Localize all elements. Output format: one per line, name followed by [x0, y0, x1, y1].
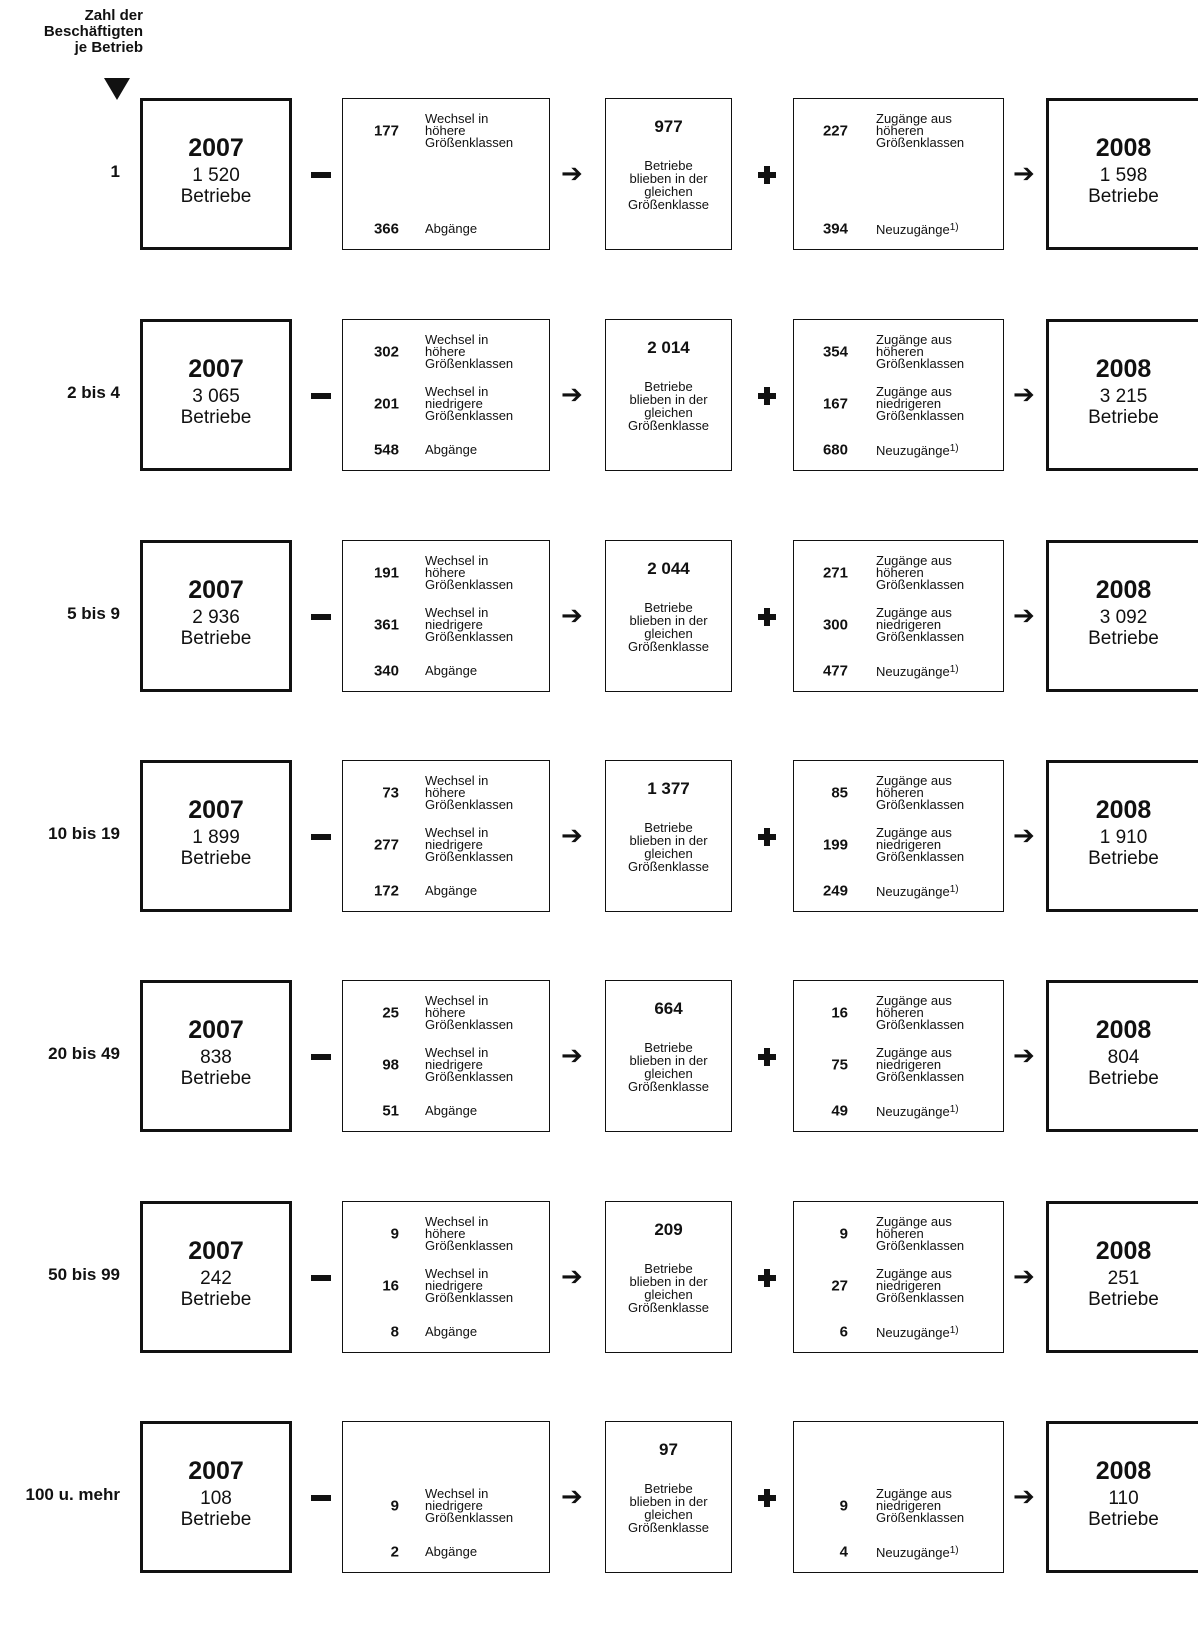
stayed-value: 97: [659, 1440, 678, 1459]
from-higher-entry-value: 271: [822, 564, 848, 582]
flow-row: [0, 980, 1198, 1136]
stayed-description: Betriebe blieben in der gleichen Größenklasse: [628, 1261, 709, 1315]
entry-description: Zugänge aus niedrigeren Größenklassen: [876, 1266, 965, 1305]
start-unit: Betriebe: [180, 1509, 252, 1530]
exits-entry-value: 8: [390, 1323, 399, 1341]
end-box-2008: [1046, 980, 1198, 1132]
end-count: 3 092: [1099, 607, 1148, 628]
from-lower-entry: [794, 823, 1003, 867]
end-year: 2008: [1095, 355, 1152, 383]
right-arrow-icon: ➔: [1013, 1261, 1035, 1291]
footnote-mark: 1): [949, 1545, 959, 1556]
start-box-2007: [140, 1421, 292, 1573]
right-arrow-icon: ➔: [561, 158, 583, 188]
start-box-2007: [140, 540, 292, 692]
start-count: 2 936: [192, 607, 240, 628]
start-unit: Betriebe: [180, 1068, 252, 1089]
plus-operator: [758, 387, 776, 405]
outflow-box: [342, 1201, 550, 1353]
right-arrow-icon: ➔: [1013, 820, 1035, 850]
header-line-3: je Betrieb: [74, 39, 143, 56]
to-higher-entry: [343, 771, 549, 815]
to-higher-entry-value: 9: [390, 1225, 399, 1243]
start-unit: Betriebe: [180, 848, 252, 869]
minus-operator: [311, 614, 331, 620]
stayed-value: 1 377: [647, 779, 690, 798]
from-lower-entry-value: 300: [822, 616, 848, 634]
minus-operator: [311, 393, 331, 399]
new-entries-entry: [794, 649, 1003, 693]
entry-description: Abgänge: [425, 883, 478, 898]
new-entries-entry-value: 49: [831, 1102, 848, 1120]
outflow-box: [342, 319, 550, 471]
footnote-mark: 1): [949, 1325, 959, 1336]
entry-description: Wechsel in höhere Größenklassen: [425, 553, 514, 592]
to-higher-entry: [343, 551, 549, 595]
plus-operator: [758, 166, 776, 184]
start-unit: Betriebe: [180, 407, 252, 428]
stayed-box: [605, 98, 732, 250]
new-entries-entry-value: 394: [822, 220, 848, 238]
end-box-2008: [1046, 1201, 1198, 1353]
size-class-label: 20 bis 49: [48, 1044, 120, 1063]
header-caption: [0, 8, 143, 56]
plus-operator: [758, 608, 776, 626]
inflow-box: [793, 1201, 1004, 1353]
end-box-2008: [1046, 98, 1198, 250]
start-year: 2007: [188, 355, 244, 383]
new-entries-entry: [794, 1530, 1003, 1574]
end-unit: Betriebe: [1088, 407, 1159, 428]
start-unit: Betriebe: [180, 1289, 252, 1310]
entry-description: Wechsel in niedrigere Größenklassen: [425, 1486, 514, 1525]
outflow-box: [342, 980, 550, 1132]
exits-entry: [343, 1310, 549, 1354]
size-class-label: 100 u. mehr: [25, 1485, 120, 1504]
to-lower-entry: [343, 1264, 549, 1308]
end-count: 1 598: [1099, 165, 1148, 186]
end-unit: Betriebe: [1088, 1068, 1159, 1089]
entry-description: Abgänge: [425, 442, 478, 457]
size-class-label: 10 bis 19: [48, 824, 120, 843]
minus-operator: [311, 834, 331, 840]
end-count: 1 910: [1099, 827, 1148, 848]
size-class-label: 50 bis 99: [48, 1265, 120, 1284]
start-count: 838: [200, 1047, 232, 1068]
right-arrow-icon: ➔: [1013, 1481, 1035, 1511]
to-higher-entry: [343, 109, 549, 153]
stayed-box: [605, 1201, 732, 1353]
flow-row: [0, 540, 1198, 696]
entry-description: Wechsel in höhere Größenklassen: [425, 111, 514, 150]
from-higher-entry-value: 16: [831, 1004, 848, 1022]
footnote-mark: 1): [949, 664, 959, 675]
entry-description: Wechsel in niedrigere Größenklassen: [425, 1045, 514, 1084]
from-lower-entry: [794, 382, 1003, 426]
stayed-box: [605, 980, 732, 1132]
to-lower-entry: [343, 382, 549, 426]
exits-entry: [343, 1530, 549, 1574]
right-arrow-icon: ➔: [561, 379, 583, 409]
stayed-value: 209: [654, 1220, 683, 1239]
inflow-box: [793, 1421, 1004, 1573]
minus-operator: [311, 172, 331, 178]
end-count: 3 215: [1099, 386, 1148, 407]
footnote-mark: 1): [949, 443, 959, 454]
stayed-value: 2 014: [647, 338, 690, 357]
inflow-box: [793, 980, 1004, 1132]
from-higher-entry-value: 227: [822, 122, 848, 140]
flow-row: [0, 1201, 1198, 1357]
stayed-box: [605, 319, 732, 471]
inflow-box: [793, 319, 1004, 471]
end-unit: Betriebe: [1088, 186, 1159, 207]
end-count: 251: [1107, 1268, 1140, 1289]
entry-description: Neuzugänge$^{1)}$: [876, 1104, 959, 1119]
right-arrow-icon: ➔: [1013, 600, 1035, 630]
from-higher-entry: [794, 109, 1003, 153]
from-higher-entry: [794, 991, 1003, 1035]
new-entries-entry: [794, 207, 1003, 251]
from-higher-entry: [794, 771, 1003, 815]
entry-description: Neuzugänge$^{1)}$: [876, 222, 959, 237]
entry-description: Abgänge: [425, 221, 478, 236]
stayed-value: 664: [654, 999, 683, 1018]
entry-description: Wechsel in höhere Größenklassen: [425, 332, 514, 371]
from-lower-entry: [794, 1043, 1003, 1087]
exits-entry-value: 548: [373, 441, 399, 459]
end-unit: Betriebe: [1088, 848, 1159, 869]
start-year: 2007: [188, 1237, 244, 1265]
end-year: 2008: [1095, 796, 1152, 824]
flow-row: [0, 98, 1198, 254]
entry-description: Neuzugänge$^{1)}$: [876, 443, 959, 458]
plus-operator: [758, 1269, 776, 1287]
entry-description: Zugänge aus höheren Größenklassen: [876, 773, 965, 812]
inflow-box: [793, 760, 1004, 912]
header-line-1: Zahl der: [84, 7, 143, 24]
to-higher-entry-value: 73: [382, 784, 399, 802]
from-lower-entry: [794, 1264, 1003, 1308]
size-class-label: 1: [110, 162, 120, 181]
entry-description: Abgänge: [425, 663, 478, 678]
entry-description: Neuzugänge$^{1)}$: [876, 1325, 959, 1340]
footnote-mark: 1): [949, 1104, 959, 1115]
stayed-description: Betriebe blieben in der gleichen Größenklasse: [628, 379, 709, 433]
minus-operator: [311, 1054, 331, 1060]
to-higher-entry: [343, 1212, 549, 1256]
to-lower-entry-value: 98: [382, 1056, 399, 1074]
start-box-2007: [140, 760, 292, 912]
outflow-box: [342, 540, 550, 692]
plus-operator: [758, 1489, 776, 1507]
from-higher-entry: [794, 330, 1003, 374]
stayed-box: [605, 540, 732, 692]
plus-operator: [758, 828, 776, 846]
size-class-label: 5 bis 9: [67, 604, 120, 623]
start-count: 108: [200, 1488, 232, 1509]
outflow-box: [342, 760, 550, 912]
end-unit: Betriebe: [1088, 1509, 1159, 1530]
start-box-2007: [140, 980, 292, 1132]
outflow-box: [342, 98, 550, 250]
exits-entry-value: 172: [373, 882, 399, 900]
entry-description: Zugänge aus niedrigeren Größenklassen: [876, 384, 965, 423]
to-higher-entry-value: 191: [373, 564, 399, 582]
footnote-mark: 1): [949, 222, 959, 233]
new-entries-entry: [794, 1310, 1003, 1354]
entry-description: Zugänge aus höheren Größenklassen: [876, 111, 965, 150]
stayed-value: 2 044: [647, 559, 690, 578]
entry-description: Zugänge aus höheren Größenklassen: [876, 1214, 965, 1253]
entry-description: Zugänge aus höheren Größenklassen: [876, 332, 965, 371]
stayed-description: Betriebe blieben in der gleichen Größenklasse: [628, 158, 709, 212]
inflow-box: [793, 540, 1004, 692]
start-unit: Betriebe: [180, 186, 252, 207]
entry-description: Zugänge aus höheren Größenklassen: [876, 553, 965, 592]
to-lower-entry: [343, 603, 549, 647]
right-arrow-icon: ➔: [1013, 379, 1035, 409]
end-count: 110: [1108, 1488, 1139, 1509]
right-arrow-icon: ➔: [1013, 1040, 1035, 1070]
from-lower-entry-value: 199: [822, 836, 848, 854]
start-year: 2007: [188, 576, 244, 604]
stayed-value: 977: [654, 117, 683, 136]
entry-description: Wechsel in höhere Größenklassen: [425, 773, 514, 812]
to-lower-entry: [343, 1043, 549, 1087]
to-higher-entry-value: 302: [373, 343, 399, 361]
from-higher-entry-value: 85: [831, 784, 848, 802]
stayed-box: [605, 760, 732, 912]
from-lower-entry: [794, 1484, 1003, 1528]
entry-description: Wechsel in niedrigere Größenklassen: [425, 1266, 514, 1305]
to-higher-entry: [343, 991, 549, 1035]
exits-entry: [343, 1089, 549, 1133]
entry-description: Wechsel in niedrigere Größenklassen: [425, 384, 514, 423]
entry-description: Abgänge: [425, 1544, 478, 1559]
start-year: 2007: [188, 1457, 244, 1485]
right-arrow-icon: ➔: [561, 1261, 583, 1291]
end-box-2008: [1046, 540, 1198, 692]
stayed-description: Betriebe blieben in der gleichen Größenklasse: [628, 1481, 709, 1535]
stayed-description: Betriebe blieben in der gleichen Größenklasse: [628, 820, 709, 874]
entry-description: Zugänge aus niedrigeren Größenklassen: [876, 1486, 965, 1525]
exits-entry: [343, 869, 549, 913]
from-lower-entry: [794, 603, 1003, 647]
to-lower-entry-value: 9: [390, 1497, 399, 1515]
entry-description: Wechsel in niedrigere Größenklassen: [425, 825, 514, 864]
end-year: 2008: [1095, 1016, 1152, 1044]
exits-entry: [343, 649, 549, 693]
from-lower-entry-value: 75: [831, 1056, 848, 1074]
entry-description: Neuzugänge$^{1)}$: [876, 884, 959, 899]
end-unit: Betriebe: [1088, 628, 1159, 649]
right-arrow-icon: ➔: [1013, 158, 1035, 188]
end-box-2008: [1046, 1421, 1198, 1573]
to-higher-entry: [343, 330, 549, 374]
start-count: 1 520: [192, 165, 240, 186]
end-box-2008: [1046, 760, 1198, 912]
end-count: 804: [1107, 1047, 1140, 1068]
exits-entry: [343, 207, 549, 251]
end-box-2008: [1046, 319, 1198, 471]
entry-description: Wechsel in niedrigere Größenklassen: [425, 605, 514, 644]
to-lower-entry: [343, 1484, 549, 1528]
entry-description: Zugänge aus niedrigeren Größenklassen: [876, 605, 965, 644]
minus-operator: [311, 1275, 331, 1281]
new-entries-entry-value: 680: [822, 441, 848, 459]
new-entries-entry: [794, 869, 1003, 913]
from-lower-entry-value: 167: [822, 395, 848, 413]
entry-description: Zugänge aus niedrigeren Größenklassen: [876, 1045, 965, 1084]
from-higher-entry: [794, 551, 1003, 595]
new-entries-entry-value: 249: [822, 882, 848, 900]
entry-description: Wechsel in höhere Größenklassen: [425, 993, 514, 1032]
entry-description: Zugänge aus höheren Größenklassen: [876, 993, 965, 1032]
entry-description: Abgänge: [425, 1324, 478, 1339]
to-lower-entry-value: 277: [373, 836, 399, 854]
start-year: 2007: [188, 796, 244, 824]
exits-entry: [343, 428, 549, 472]
flow-row: [0, 319, 1198, 475]
from-lower-entry-value: 27: [831, 1277, 848, 1295]
start-box-2007: [140, 319, 292, 471]
minus-operator: [311, 1495, 331, 1501]
stayed-description: Betriebe blieben in der gleichen Größenklasse: [628, 600, 709, 654]
inflow-box: [793, 98, 1004, 250]
plus-operator: [758, 1048, 776, 1066]
to-lower-entry: [343, 823, 549, 867]
end-unit: Betriebe: [1088, 1289, 1159, 1310]
from-higher-entry-value: 9: [839, 1225, 848, 1243]
to-lower-entry-value: 16: [382, 1277, 399, 1295]
entry-description: Wechsel in höhere Größenklassen: [425, 1214, 514, 1253]
new-entries-entry: [794, 428, 1003, 472]
to-higher-entry-value: 25: [382, 1004, 399, 1022]
end-year: 2008: [1095, 1237, 1152, 1265]
from-higher-entry: [794, 1212, 1003, 1256]
end-year: 2008: [1095, 134, 1152, 162]
stayed-description: Betriebe blieben in der gleichen Größenklasse: [628, 1040, 709, 1094]
to-lower-entry-value: 361: [373, 616, 399, 634]
to-lower-entry-value: 201: [373, 395, 399, 413]
footnote-mark: 1): [949, 884, 959, 895]
entry-description: Abgänge: [425, 1103, 478, 1118]
exits-entry-value: 2: [390, 1543, 399, 1561]
start-unit: Betriebe: [180, 628, 252, 649]
size-class-label: 2 bis 4: [67, 383, 120, 402]
exits-entry-value: 51: [382, 1102, 399, 1120]
entry-description: Zugänge aus niedrigeren Größenklassen: [876, 825, 965, 864]
new-entries-entry-value: 6: [839, 1323, 848, 1341]
to-higher-entry-value: 177: [373, 122, 399, 140]
start-year: 2007: [188, 1016, 244, 1044]
flow-row: [0, 1421, 1198, 1577]
right-arrow-icon: ➔: [561, 820, 583, 850]
entry-description: Neuzugänge$^{1)}$: [876, 664, 959, 679]
right-arrow-icon: ➔: [561, 1481, 583, 1511]
new-entries-entry-value: 4: [839, 1543, 848, 1561]
exits-entry-value: 366: [373, 220, 399, 238]
start-box-2007: [140, 1201, 292, 1353]
stayed-box: [605, 1421, 732, 1573]
start-box-2007: [140, 98, 292, 250]
new-entries-entry: [794, 1089, 1003, 1133]
end-year: 2008: [1095, 1457, 1152, 1485]
right-arrow-icon: ➔: [561, 600, 583, 630]
start-count: 1 899: [192, 827, 240, 848]
down-triangle-icon: [104, 78, 130, 100]
start-count: 242: [200, 1268, 232, 1289]
new-entries-entry-value: 477: [822, 662, 848, 680]
right-arrow-icon: ➔: [561, 1040, 583, 1070]
start-year: 2007: [188, 134, 244, 162]
from-higher-entry-value: 354: [822, 343, 848, 361]
start-count: 3 065: [192, 386, 240, 407]
exits-entry-value: 340: [373, 662, 399, 680]
flow-row: [0, 760, 1198, 916]
outflow-box: [342, 1421, 550, 1573]
from-lower-entry-value: 9: [839, 1497, 848, 1515]
end-year: 2008: [1095, 576, 1152, 604]
header-line-2: Beschäftigten: [43, 23, 143, 40]
entry-description: Neuzugänge$^{1)}$: [876, 1545, 959, 1560]
